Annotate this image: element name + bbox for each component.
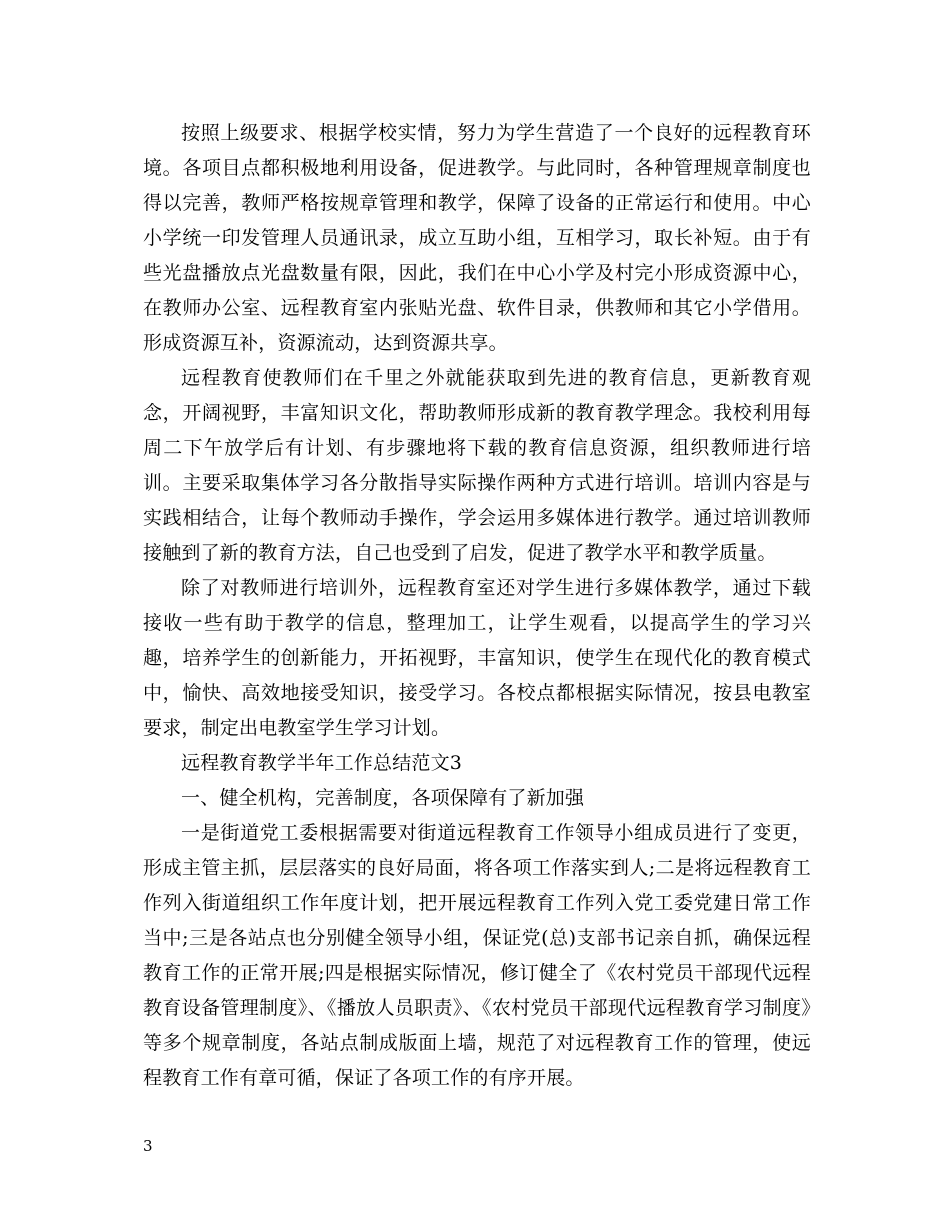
paragraph-institution-building: 一是街道党工委根据需要对街道远程教育工作领导小组成员进行了变更，形成主管主抓，层层落实的良好局面，将各项工作落实到人;二是将远程教育工作列入街道组织工作年度计划，把开展远程教育工作列入党工委党建日常工作当中;三是各站点也分别健全领导小组，保证党(总)支部书记亲自抓，确保远程教育工作的正常开展;四是根据实际情况，修订健全了《农村党员干部现代远程教育设备管理制度》、《播放人员职责》、《农村党员干部现代远程教育学习制度》等多个规章制度，各站点制成版面上墙，规范了对远程教育工作的管理，使远程教育工作有章可循，保证了各项工作的有序开展。 (143, 822, 811, 1089)
paragraph-student-teaching: 除了对教师进行培训外，远程教育室还对学生进行多媒体教学，通过下载接收一些有助于教学的信息，整理加工，让学生观看，以提高学生的学习兴趣，培养学生的创新能力，开拓视野，丰富知识，使学生在现代化的教育模式中，愉快、高效地接受知识，接受学习。各校点都根据实际情况，按县电教室要求，制定出电教室学生学习计划。 (143, 577, 811, 739)
page-number: 3 (143, 1137, 153, 1155)
subsection-title: 一、健全机构，完善制度，各项保障有了新加强 (181, 787, 585, 809)
paragraph-teacher-training: 远程教育使教师们在千里之外就能获取到先进的教育信息，更新教育观念，开阔视野，丰富知识文化，帮助教师形成新的教育教学理念。我校利用每周二下午放学后有计划、有步骤地将下载的教育信息资源，组织教师进行培训。主要采取集体学习各分散指导实际操作两种方式进行培训。培训内容是与实践相结合，让每个教师动手操作，学会运用多媒体进行教学。通过培训教师接触到了新的教育方法，自己也受到了启发，促进了教学水平和教学质量。 (143, 367, 811, 564)
paragraph-resource-sharing: 按照上级要求、根据学校实情，努力为学生营造了一个良好的远程教育环境。各项目点都积极地利用设备，促进教学。与此同时，各种管理规章制度也得以完善，教师严格按规章管理和教学，保障了设备的正常运行和使用。中心小学统一印发管理人员通讯录，成立互助小组，互相学习，取长补短。由于有些光盘播放点光盘数量有限，因此，我们在中心小学及村完小形成资源中心，在教师办公室、远程教育室内张贴光盘、软件目录，供教师和其它小学借用。形成资源互补，资源流动，达到资源共享。 (143, 122, 811, 354)
document-body (143, 116, 811, 1096)
section-title: 远程教育教学半年工作总结范文3 (181, 752, 463, 774)
